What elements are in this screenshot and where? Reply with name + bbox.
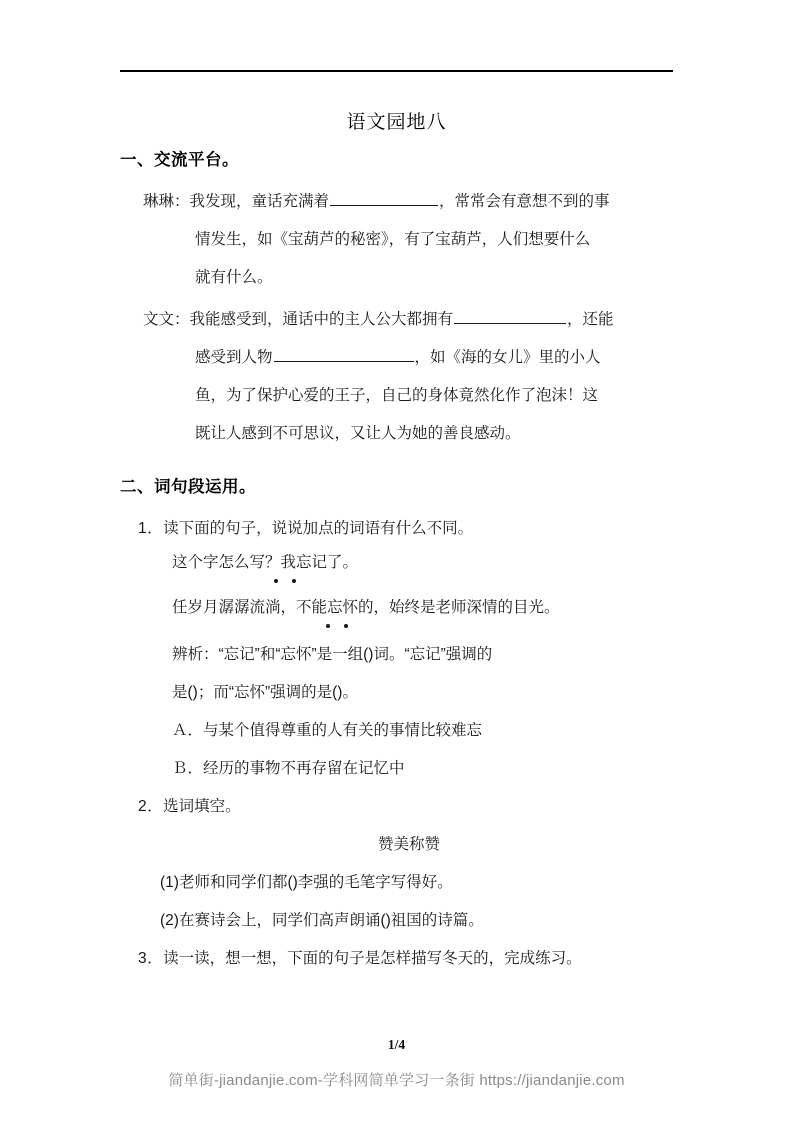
fill-blank-3[interactable] <box>274 345 414 362</box>
section-heading-2: 二、词句段运用。 <box>120 477 256 496</box>
item-1-analysis-line-2: 是()；而“忘怀”强调的是()。 <box>172 683 358 701</box>
item-3-number: 3． <box>138 949 164 967</box>
emphasis-dot <box>292 579 296 583</box>
dialogue-speaker-wenwen: 文文： <box>143 310 190 328</box>
item-1-number: 1． <box>138 519 164 537</box>
item-1-option-b[interactable]: Ｂ．经历的事物不再存留在记忆中 <box>172 759 405 777</box>
dialogue-linlin-line3: 就有什么。 <box>195 268 273 286</box>
emphasis-dot <box>274 579 278 583</box>
item-1-analysis-line-1: 辨析：“忘记”和“忘怀”是一组()词。“忘记”强调的 <box>172 645 493 663</box>
page-number: 1/4 <box>387 1037 406 1052</box>
emphasis-dots-row-2 <box>120 623 680 632</box>
dialogue-linlin-line2: 情发生，如《宝葫芦的秘密》，有了宝葫芦，人们想要什么 <box>195 230 591 248</box>
dialogue-speaker-linlin: 琳琳： <box>143 192 190 210</box>
exercise-item-3 <box>120 940 680 978</box>
exercise-item-2 <box>120 788 680 826</box>
dialogue-wenwen-text-b: ，还能 <box>567 310 614 328</box>
item-1-example-1: 这个字怎么写？我忘记了。 <box>172 553 359 571</box>
exercise-item-1 <box>120 510 680 548</box>
fill-blank-2[interactable] <box>454 307 566 324</box>
emphasis-dots-row-1 <box>120 578 680 587</box>
header-divider <box>120 70 673 72</box>
dialogue-wenwen <box>120 301 680 453</box>
item-2-word-bank: 赞美称赞 <box>377 835 440 853</box>
document-body <box>120 148 680 978</box>
fill-blank-1[interactable] <box>330 189 438 206</box>
dialogue-wenwen-text-c: 感受到人物 <box>195 348 273 366</box>
item-1-option-a[interactable]: Ａ．与某个值得尊重的人有关的事情比较难忘 <box>172 721 483 739</box>
item-2-question-1[interactable]: (1)老师和同学们都()李强的毛笔字写得好。 <box>160 873 453 891</box>
dialogue-wenwen-text-d: ，如《海的女儿》里的小人 <box>414 348 601 366</box>
item-1-text: 读下面的句子，说说加点的词语有什么不同。 <box>163 519 474 537</box>
item-3-text: 读一读，想一想，下面的句子是怎样描写冬天的，完成练习。 <box>163 949 582 967</box>
site-watermark: 简单街-jiandanjie.com-学科网简单学习一条街 https://jiandanjie.com <box>168 1072 625 1089</box>
item-1-example-2: 任岁月潺潺流淌，不能忘怀的，始终是老师深情的目光。 <box>172 598 560 616</box>
dialogue-wenwen-line4: 既让人感到不可思议，又让人为她的善良感动。 <box>195 424 521 442</box>
dialogue-linlin <box>120 183 680 297</box>
item-2-text: 选词填空。 <box>163 797 241 815</box>
emphasis-dot <box>344 624 348 628</box>
dialogue-wenwen-line2 <box>143 339 680 377</box>
section-heading-1: 一、交流平台。 <box>120 151 239 169</box>
item-2-number: 2． <box>138 797 164 815</box>
emphasis-dot <box>326 624 330 628</box>
dialogue-wenwen-text-a: 我能感受到，通话中的主人公大都拥有 <box>189 310 454 328</box>
dialogue-linlin-text-a: 我发现，童话充满着 <box>189 192 330 210</box>
page-title: 语文园地八 <box>346 112 447 133</box>
dialogue-linlin-text-b: ，常常会有意想不到的事 <box>439 192 610 210</box>
item-2-question-2[interactable]: (2)在赛诗会上，同学们高声朗诵()祖国的诗篇。 <box>160 911 484 929</box>
dialogue-wenwen-line3: 鱼，为了保护心爱的王子，自己的身体竟然化作了泡沫！这 <box>195 386 599 404</box>
